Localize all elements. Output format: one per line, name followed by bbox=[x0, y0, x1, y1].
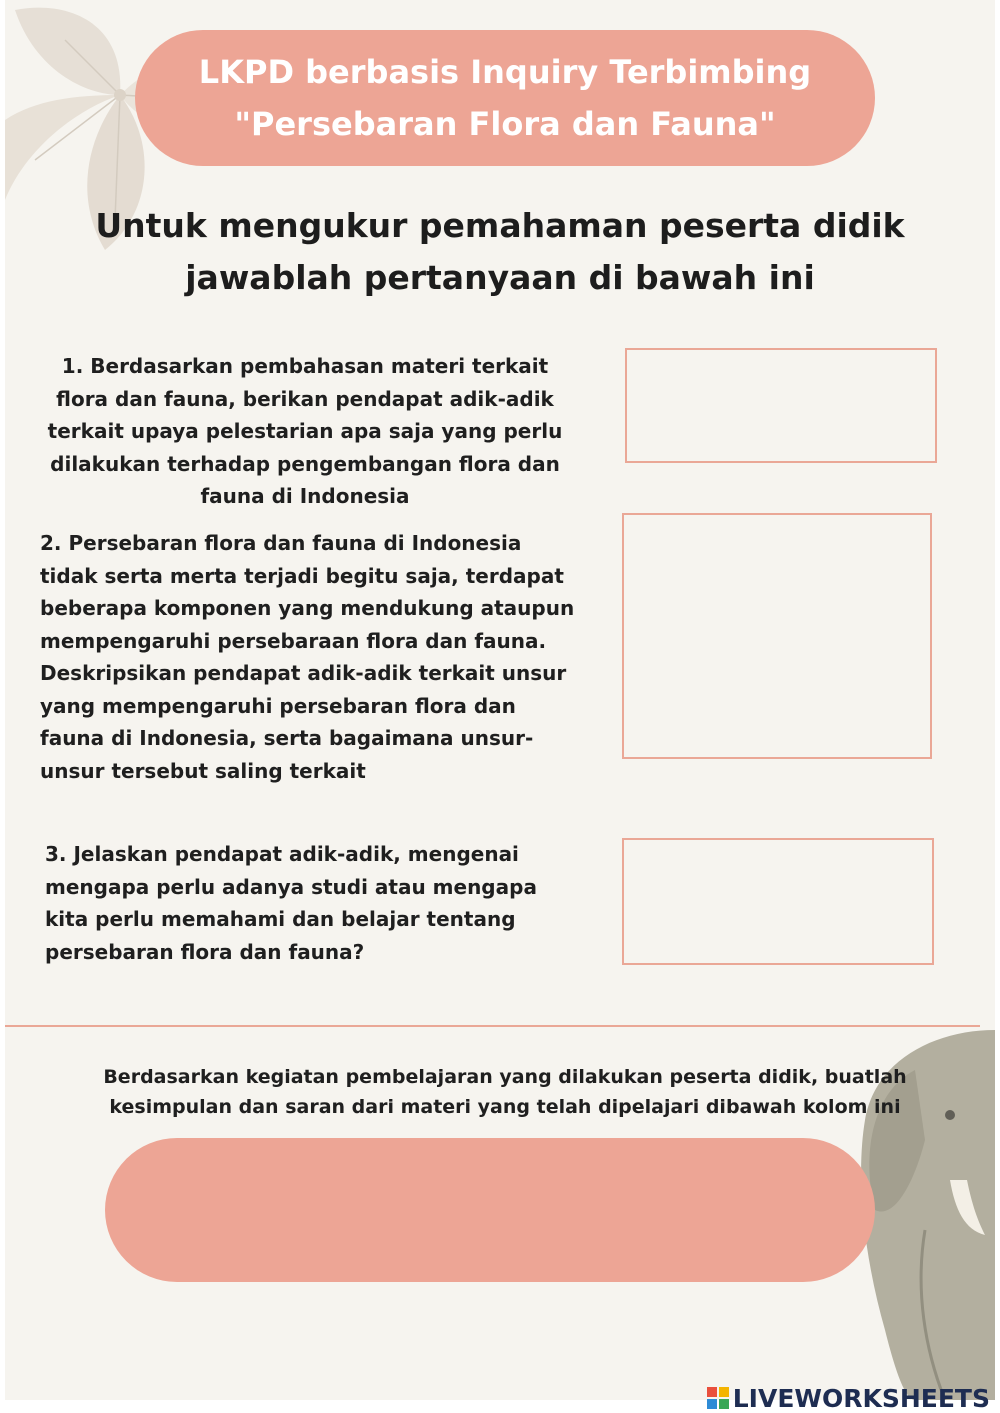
conclusion-line-1: Berdasarkan kegiatan pembelajaran yang dilakukan peserta didik, buatlah bbox=[103, 1066, 907, 1088]
question-line: yang mempengaruhi persebaran flora dan bbox=[40, 693, 516, 718]
question-line: beberapa komponen yang mendukung ataupun bbox=[40, 596, 575, 620]
conclusion-line-2: kesimpulan dan saran dari materi yang telah dipelajari dibawah kolom ini bbox=[109, 1096, 901, 1118]
question-line: mempengaruhi persebaraan flora dan fauna. bbox=[40, 628, 547, 653]
question-line: flora dan fauna, berikan pendapat adik-adik bbox=[56, 386, 554, 411]
title-banner bbox=[135, 30, 875, 166]
question-line: dilakukan terhadap pengembangan flora dan bbox=[50, 451, 560, 476]
question-line: 2. Persebaran flora dan fauna di Indonesia bbox=[40, 531, 522, 555]
conclusion-instruction bbox=[75, 1062, 935, 1122]
question-line: terkait upaya pelestarian apa saja yang perlu bbox=[47, 419, 563, 443]
worksheet-page bbox=[5, 0, 995, 1400]
instruction-line-2: jawablah pertanyaan di bawah ini bbox=[185, 258, 815, 297]
instruction-line-1: Untuk mengukur pemahaman peserta didik bbox=[95, 206, 905, 245]
brand-text: LIVEWORKSHEETS bbox=[732, 1383, 990, 1413]
question-line: mengapa perlu adanya studi atau mengapa bbox=[45, 874, 537, 899]
question-line: kita perlu memahami dan belajar tentang bbox=[45, 907, 516, 931]
question-line: Deskripsikan pendapat adik-adik terkait unsur bbox=[40, 661, 567, 685]
conclusion-answer-box[interactable] bbox=[105, 1138, 875, 1282]
instruction-heading bbox=[45, 200, 955, 304]
title-line-1: LKPD berbasis Inquiry Terbimbing bbox=[198, 53, 812, 91]
liveworksheets-logo-icon bbox=[707, 1387, 729, 1409]
question-line: fauna di Indonesia, serta bagaimana unsur- bbox=[40, 726, 534, 750]
question-2 bbox=[40, 527, 625, 787]
question-line: 3. Jelaskan pendapat adik-adik, mengenai bbox=[45, 842, 519, 866]
question-line: fauna di Indonesia bbox=[200, 484, 410, 508]
answer-box-3[interactable] bbox=[622, 838, 934, 965]
section-divider bbox=[5, 1025, 980, 1027]
answer-box-2[interactable] bbox=[622, 513, 932, 759]
liveworksheets-brand bbox=[707, 1383, 990, 1413]
answer-box-1[interactable] bbox=[625, 348, 937, 463]
question-line: tidak serta merta terjadi begitu saja, terdapat bbox=[40, 563, 564, 588]
question-1 bbox=[20, 350, 590, 513]
question-line: unsur tersebut saling terkait bbox=[40, 758, 366, 783]
title-line-2: "Persebaran Flora dan Fauna" bbox=[234, 105, 776, 143]
question-line: persebaran flora dan fauna? bbox=[45, 939, 365, 964]
question-3 bbox=[45, 838, 605, 968]
question-line: 1. Berdasarkan pembahasan materi terkait bbox=[61, 354, 549, 378]
